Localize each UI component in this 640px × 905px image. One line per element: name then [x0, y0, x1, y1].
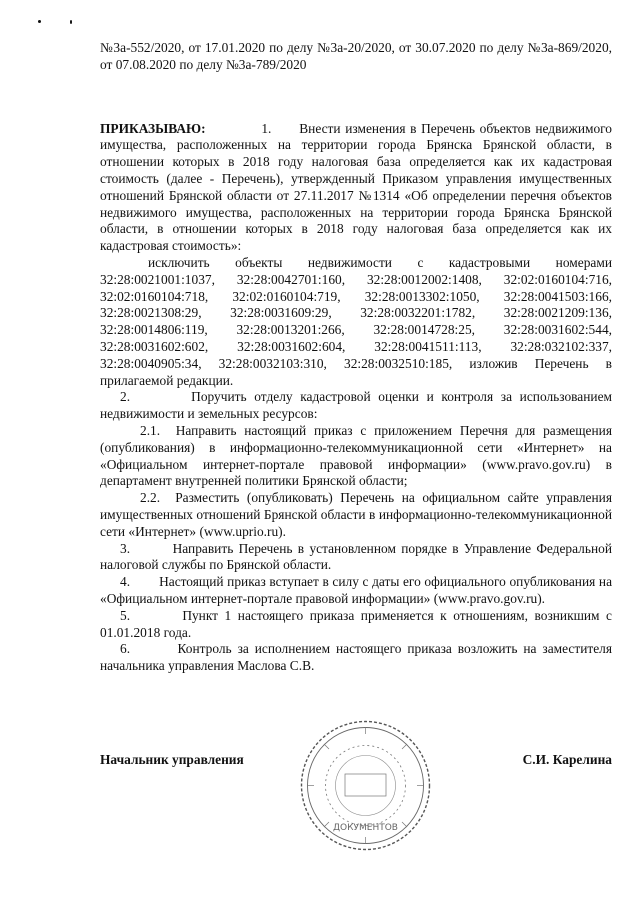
item-number: 2.	[120, 389, 131, 405]
order-heading: ПРИКАЗЫВАЮ:	[100, 120, 206, 136]
item-text: Настоящий приказ вступает в силу с даты его официального опубликования на «Официальном интернет-портале правовой информации» (www.pravo.gov.ru).	[100, 574, 613, 606]
official-seal	[298, 718, 433, 853]
item-number: 4.	[120, 574, 131, 590]
item-number: 2.2.	[140, 490, 161, 506]
item-number: 6.	[120, 641, 131, 657]
seal-label: ДОКУМЕНТОВ	[333, 823, 398, 833]
item-text: Контроль за исполнением настоящего приказа возложить на заместителя начальника управления Маслова С.В.	[100, 641, 612, 674]
order-paragraph-2-1	[100, 423, 612, 490]
item-text: Внести изменения в Перечень объектов недвижимого имущества, расположенных на территории города Брянска Брянской области, в отношении которых в 2018 году налоговая база определяется как их кадастровая стоимость (далее - Перечень), утвержденный Приказом управления имущественных отношений Брянской области от 27.11.2017 №1314 «Об определении перечня объектов недвижимого имущества, расположенных на территории города Брянска Брянской области, в отношении которых в 2018 году налоговая база определяется как их кадастровая стоимость»:	[100, 120, 613, 254]
order-paragraph-2-2	[100, 490, 612, 540]
order-paragraph-5	[100, 608, 612, 642]
order-paragraph-1	[100, 121, 612, 255]
order-paragraph-3	[100, 541, 612, 575]
item-number: 1.	[261, 120, 272, 136]
order-paragraph-2	[100, 389, 612, 423]
item-number: 3.	[120, 540, 131, 556]
document-body	[100, 40, 612, 675]
item-number: 2.1.	[140, 422, 161, 438]
item-text: Пункт 1 настоящего приказа применяется к отношениям, возникшим с 01.01.2018 года.	[100, 607, 613, 640]
signature-block	[100, 752, 612, 772]
signature-name: С.И. Карелина	[522, 752, 612, 767]
exclusion-list: исключить объекты недвижимости с кадастровыми номерами 32:28:0021001:1037, 32:28:0042701:160, 32:28:0012002:1408, 32:02:0160104:716, 32:02:0160104:718, 32:02:0160104:719, 32:28:0013302:1050, 32:28:0041503:166, 32:28:0021308:29, 32:28:0031609:29, 32:28:0032201:1782, 32:28:0021209:136, 32:28:0014806:119, 32:28:0013201:266, 32:28:0014728:25, 32:28:0031602:544, 32:28:0031602:602, 32:28:0031602:604, 32:28:0041511:113, 32:28:032102:337, 32:28:0040905:34, 32:28:0032103:310, 32:28:0032510:185, изложив Перечень в прилагаемой редакции.	[100, 254, 612, 388]
order-paragraph-4	[100, 574, 612, 608]
signature-title: Начальник управления	[100, 752, 244, 767]
item-text: Направить Перечень в установленном порядке в Управление Федеральной налоговой службы по Брянской области.	[100, 540, 613, 573]
item-number: 5.	[120, 607, 131, 623]
scan-mark	[70, 20, 72, 24]
item-text: Разместить (опубликовать) Перечень на официальном сайте управления имущественных отношений Брянской области в информационно-телекоммуникационной сети «Интернет» (www.uprio.ru).	[100, 490, 612, 539]
item-text: Направить настоящий приказ с приложением Перечня для размещения (опубликования) в информационно-телекоммуникационной сети «Интернет» на «Официальном интернет-портале правовой информации» (www.pravo.gov.ru) в департамент внутренней политики Брянской области;	[100, 422, 612, 489]
scan-mark	[38, 20, 41, 23]
item-text: Поручить отделу кадастровой оценки и контроля за использованием недвижимости и земельных ресурсов:	[100, 389, 612, 422]
order-paragraph-6	[100, 641, 612, 675]
intro-text: №3а-552/2020, от 17.01.2020 по делу №3а-20/2020, от 30.07.2020 по делу №3а-869/2020, от 07.08.2020 по делу №3а-789/2020	[100, 40, 612, 72]
